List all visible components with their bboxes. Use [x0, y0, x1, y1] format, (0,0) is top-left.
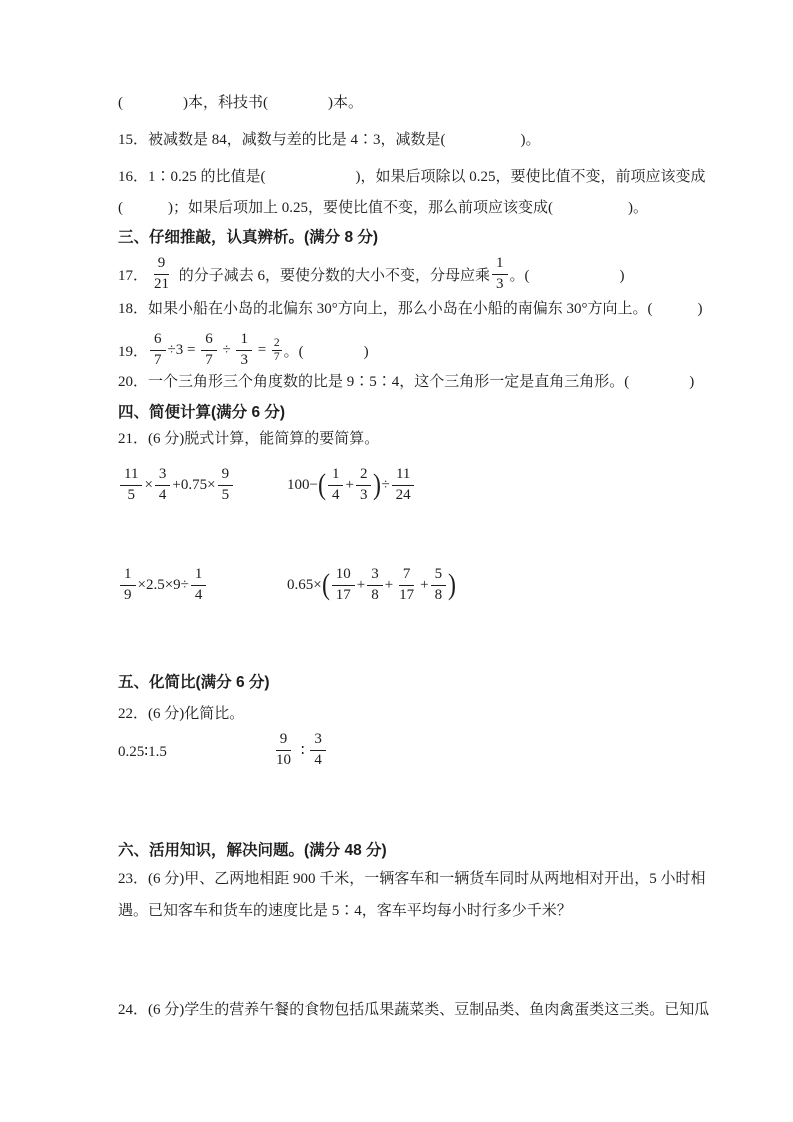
- denominator: 21: [154, 275, 170, 292]
- operator: ×: [144, 476, 153, 493]
- denominator: 24: [395, 486, 411, 503]
- operator: ÷: [218, 341, 235, 358]
- question-20: 20．一个三角形三个角度数的比是 9∶5∶4，这个三角形一定是直角三角形。( ): [118, 374, 695, 390]
- numerator: 6: [201, 331, 217, 350]
- question-23-line1: 23．(6 分)甲、乙两地相距 900 千米，一辆客车和一辆货车同时从两地相对开出，5 小时相: [118, 871, 706, 887]
- question-22: 22．(6 分)化简比。: [118, 706, 245, 722]
- section-5-heading: 五、化简比(满分 6 分): [118, 674, 270, 691]
- denominator: 4: [331, 486, 340, 503]
- denominator: 4: [158, 486, 167, 503]
- fraction: [236, 331, 252, 369]
- question-19-prefix: 19．: [118, 343, 149, 360]
- question-17-middle: 的分子减去 6，要使分数的大小不变，分母应乘: [175, 267, 491, 284]
- denominator: 4: [194, 586, 203, 603]
- numerator: 2: [272, 337, 282, 351]
- operator: +: [420, 576, 429, 593]
- numerator: 2: [356, 466, 372, 485]
- numerator: 3: [367, 566, 383, 585]
- question-19-suffix: 。( ): [283, 343, 369, 360]
- right-paren: ): [373, 468, 382, 501]
- operand: 0.65×: [287, 576, 322, 593]
- fraction: [155, 466, 171, 504]
- question-15: 15．被减数是 84，减数与差的比是 4∶3，减数是( )。: [118, 132, 541, 148]
- operator: +0.75×: [172, 476, 216, 493]
- fraction: [395, 566, 418, 604]
- operator: ÷: [381, 476, 390, 493]
- operator: ÷3 =: [167, 341, 200, 358]
- denominator: 3: [496, 275, 504, 292]
- denominator: 17: [399, 586, 415, 603]
- numerator: 1: [236, 331, 252, 350]
- question-14-continuation: ( )本，科技书( )本。: [118, 95, 363, 111]
- denominator: 10: [276, 751, 291, 768]
- ratio-1: 0.25∶1.5: [118, 744, 167, 760]
- numerator: 1: [191, 566, 207, 585]
- question-17: [118, 252, 625, 296]
- section-6-heading: 六、活用知识，解决问题。(满分 48 分): [118, 842, 387, 859]
- operator: +: [356, 576, 366, 593]
- question-19: [118, 328, 369, 372]
- numerator: 9: [154, 255, 170, 274]
- fraction: [191, 566, 207, 604]
- question-21: 21．(6 分)脱式计算，能简算的要简算。: [118, 431, 380, 447]
- operator: +: [384, 576, 394, 593]
- denominator: 4: [314, 751, 322, 768]
- operator: =: [253, 341, 270, 358]
- fraction: [492, 255, 508, 293]
- left-paren: (: [317, 468, 326, 501]
- fraction: [310, 731, 326, 769]
- question-17-suffix: 。( ): [509, 267, 625, 284]
- section-4-heading: 四、简便计算(满分 6 分): [118, 404, 286, 421]
- denominator: 8: [434, 586, 443, 603]
- denominator: 5: [221, 486, 230, 503]
- numerator: 3: [155, 466, 171, 485]
- fraction: [150, 331, 166, 369]
- fraction: [332, 566, 355, 604]
- denominator: 5: [127, 486, 135, 503]
- denominator: 9: [124, 586, 132, 603]
- expression-2: [287, 461, 417, 509]
- question-23-line2: 遇。已知客车和货车的速度比是 5∶4，客车平均每小时行多少千米？: [118, 903, 572, 919]
- denominator: 7: [273, 351, 280, 363]
- fraction: [392, 466, 415, 504]
- denominator: 7: [154, 351, 162, 368]
- section-3-heading: 三、仔细推敲，认真辨析。(满分 8 分): [118, 229, 379, 246]
- question-18: 18．如果小船在小岛的北偏东 30°方向上，那么小岛在小船的南偏东 30°方向上。( ): [118, 301, 703, 317]
- denominator: 8: [371, 586, 379, 603]
- numerator: 3: [310, 731, 326, 750]
- fraction: [218, 466, 234, 504]
- numerator: 5: [431, 566, 447, 585]
- question-16-line2: ( )；如果后项加上 0.25，要使比值不变，那么前项应该变成( )。: [118, 200, 648, 216]
- numerator: 6: [150, 331, 166, 350]
- fraction: [272, 731, 295, 769]
- ratio-2: [270, 726, 328, 774]
- right-paren: ): [448, 568, 457, 601]
- fraction: [431, 566, 447, 604]
- denominator: 3: [240, 351, 248, 368]
- fraction: [150, 255, 173, 293]
- operator: ×2.5×9÷: [137, 576, 189, 593]
- denominator: 17: [335, 586, 351, 603]
- question-17-prefix: 17．: [118, 267, 149, 284]
- denominator: 3: [359, 486, 368, 503]
- operator: +: [345, 476, 354, 493]
- expression-3: [118, 561, 208, 609]
- expression-4: [287, 561, 456, 609]
- numerator: 10: [332, 566, 355, 585]
- numerator: 11: [392, 466, 414, 485]
- ratio-separator: ∶: [297, 742, 309, 759]
- fraction: [272, 337, 282, 363]
- question-24: 24．(6 分)学生的营养午餐的食物包括瓜果蔬菜类、豆制品类、鱼肉禽蛋类这三类。已知瓜: [118, 1002, 710, 1018]
- numerator: 11: [120, 466, 142, 485]
- fraction: [367, 566, 383, 604]
- operand: 100−: [287, 476, 318, 493]
- fraction: [120, 566, 136, 604]
- fraction: [201, 331, 217, 369]
- numerator: 9: [276, 731, 292, 750]
- question-16-line1: 16．1∶0.25 的比值是( )，如果后项除以 0.25，要使比值不变，前项应该变成: [118, 169, 706, 185]
- expression-1: [118, 461, 235, 509]
- denominator: 7: [205, 351, 213, 368]
- fraction: [356, 466, 372, 504]
- numerator: 1: [120, 566, 136, 585]
- fraction: [120, 466, 142, 504]
- numerator: 1: [492, 255, 508, 274]
- left-paren: (: [321, 568, 330, 601]
- numerator: 1: [328, 466, 344, 485]
- fraction: [328, 466, 344, 504]
- numerator: 9: [218, 466, 234, 485]
- numerator: 7: [399, 566, 415, 585]
